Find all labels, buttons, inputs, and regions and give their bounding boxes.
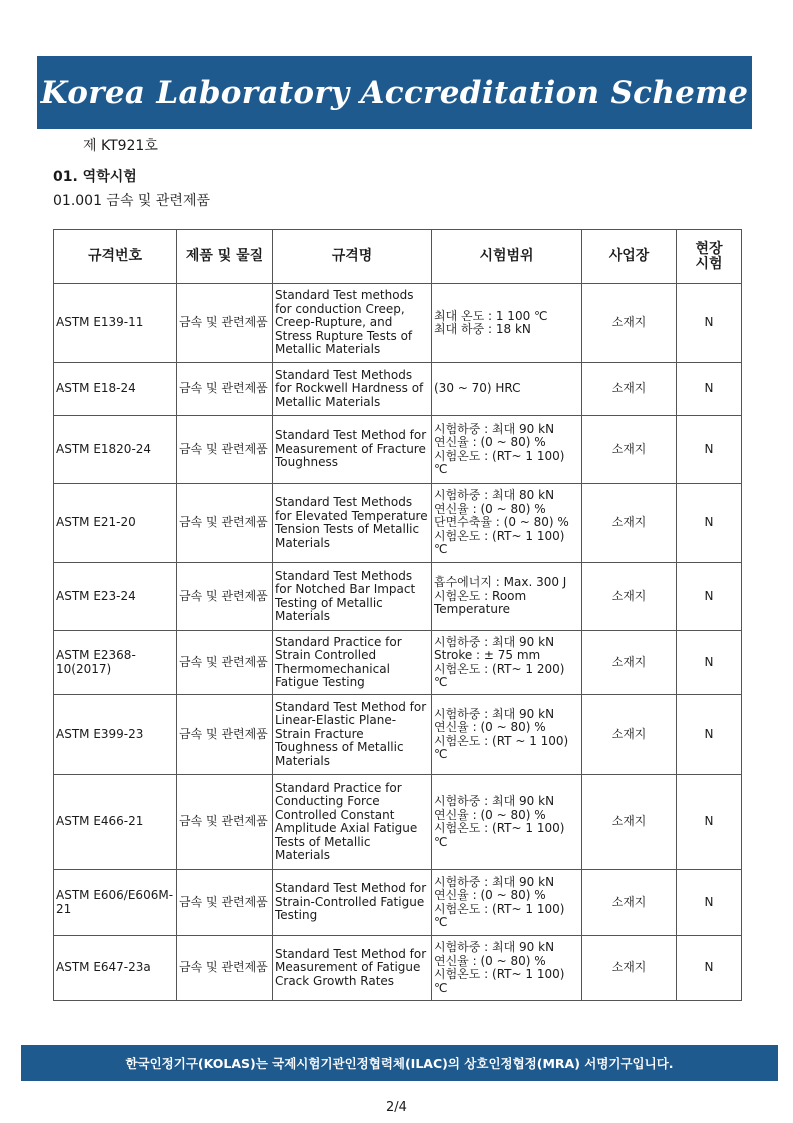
cell-product: [177, 563, 273, 631]
cell-product: [177, 416, 273, 484]
cell-standard-name-text: Standard Test Methods for Elevated Temperature Tension Tests of Metallic Materials: [275, 495, 428, 550]
cell-standard-name-text: Standard Test Methods for Rockwell Hardness of Metallic Materials: [275, 367, 424, 409]
footer-banner: [21, 1045, 778, 1081]
banner-title: Korea Laboratory Accreditation Scheme: [40, 74, 749, 111]
cell-standard-name-text: Standard Test Methods for Notched Bar Impact Testing of Metallic Materials: [275, 568, 416, 623]
cell-standard-no-text: ASTM E606/E606M-21: [56, 888, 174, 916]
cell-product-text: 금속 및 관련제품: [179, 588, 268, 603]
cell-standard-name: [273, 695, 432, 775]
cell-standard-no: [54, 695, 177, 775]
cell-standard-no: [54, 870, 177, 936]
cell-site-text: 소재지: [611, 814, 647, 829]
table-row: [54, 870, 742, 936]
accreditation-table: [53, 229, 742, 1001]
column-header-test-range: 시험범위: [432, 230, 582, 284]
cell-product: [177, 870, 273, 936]
cell-test-range: [432, 284, 582, 363]
cell-site: [582, 363, 677, 416]
cell-product-text: 금속 및 관련제품: [179, 726, 268, 741]
cell-field-test-text: N: [704, 894, 714, 909]
column-header-standard-no: 규격번호: [54, 230, 177, 284]
mra-statement: 한국인정기구(KOLAS)는 국제시험기관인정협력체(ILAC)의 상호인정협정(MRA) 서명기구입니다.: [125, 1056, 674, 1071]
cell-field-test-text: N: [704, 381, 714, 396]
certificate-number: 제 KT921호: [83, 138, 158, 154]
cell-test-range: [432, 631, 582, 695]
cell-standard-no-text: ASTM E21-20: [56, 515, 136, 530]
cell-product: [177, 284, 273, 363]
cell-test-range: [432, 416, 582, 484]
cell-field-test-text: N: [704, 515, 714, 530]
cell-product-text: 금속 및 관련제품: [179, 654, 268, 669]
table-row: [54, 936, 742, 1001]
cell-standard-name-text: Standard Test methods for conduction Creep, Creep-Rupture, and Stress Rupture Tests of Metallic Materials: [275, 288, 414, 357]
table-header-row: [54, 230, 742, 284]
page-number: 2/4: [386, 1100, 407, 1115]
cell-product: [177, 631, 273, 695]
cell-product-text: 금속 및 관련제품: [179, 515, 268, 530]
cell-site: [582, 695, 677, 775]
cell-test-range-text: 시험하중 : 최대 90 kN 연신율 : (0 ~ 80) % 시험온도 : (RT~ 1 100) ℃: [434, 794, 565, 849]
cell-site: [582, 870, 677, 936]
cell-site-text: 소재지: [611, 588, 647, 603]
table-row: [54, 416, 742, 484]
cell-standard-no: [54, 284, 177, 363]
cell-product-text: 금속 및 관련제품: [179, 315, 268, 330]
cell-standard-no-text: ASTM E647-23a: [56, 960, 151, 975]
cell-standard-no: [54, 775, 177, 870]
cell-site: [582, 775, 677, 870]
cell-product-text: 금속 및 관련제품: [179, 441, 268, 456]
cell-test-range-text: 시험하중 : 최대 90 kN 연신율 : (0 ~ 80) % 시험온도 : (RT~ 1 100) ℃: [434, 421, 565, 476]
cell-standard-name: [273, 870, 432, 936]
cell-standard-no-text: ASTM E2368-10(2017): [56, 648, 136, 676]
column-header-site: 사업장: [582, 230, 677, 284]
cell-standard-no-text: ASTM E18-24: [56, 381, 136, 396]
table-row: [54, 695, 742, 775]
cell-field-test-text: N: [704, 588, 714, 603]
cell-field-test: [677, 775, 742, 870]
column-header-field-test: 현장 시험: [677, 230, 742, 284]
cell-site: [582, 416, 677, 484]
cell-standard-name-text: Standard Practice for Conducting Force Controlled Constant Amplitude Axial Fatigue Tests of Metallic Materials: [275, 780, 418, 862]
cell-standard-no: [54, 416, 177, 484]
cell-standard-no-text: ASTM E139-11: [56, 315, 144, 330]
cell-product: [177, 363, 273, 416]
cell-product-text: 금속 및 관련제품: [179, 960, 268, 975]
cell-field-test: [677, 284, 742, 363]
cell-field-test: [677, 563, 742, 631]
cell-product-text: 금속 및 관련제품: [179, 894, 268, 909]
cell-product: [177, 775, 273, 870]
cell-standard-no: [54, 631, 177, 695]
cell-field-test: [677, 484, 742, 563]
cell-standard-no-text: ASTM E399-23: [56, 726, 144, 741]
table-row: [54, 284, 742, 363]
table-row: [54, 775, 742, 870]
cell-field-test-text: N: [704, 315, 714, 330]
table-row: [54, 563, 742, 631]
cell-site: [582, 484, 677, 563]
cell-test-range-text: 시험하중 : 최대 80 kN 연신율 : (0 ~ 80) % 단면수축율 : (0 ~ 80) % 시험온도 : (RT~ 1 100) ℃: [434, 488, 569, 557]
cell-field-test: [677, 936, 742, 1001]
cell-standard-name-text: Standard Test Method for Strain-Controlled Fatigue Testing: [275, 881, 427, 923]
cell-site-text: 소재지: [611, 315, 647, 330]
cell-site: [582, 936, 677, 1001]
cell-site-text: 소재지: [611, 515, 647, 530]
cell-site-text: 소재지: [611, 654, 647, 669]
cell-standard-name: [273, 775, 432, 870]
table-row: [54, 631, 742, 695]
cell-standard-name: [273, 416, 432, 484]
cell-standard-name: [273, 484, 432, 563]
header-banner: [37, 56, 752, 129]
cell-standard-name-text: Standard Practice for Strain Controlled Thermomechanical Fatigue Testing: [275, 634, 402, 689]
cell-site: [582, 631, 677, 695]
cell-test-range: [432, 363, 582, 416]
cell-product-text: 금속 및 관련제품: [179, 381, 268, 396]
cell-test-range: [432, 775, 582, 870]
cell-field-test-text: N: [704, 441, 714, 456]
cell-field-test-text: N: [704, 814, 714, 829]
cell-standard-no: [54, 936, 177, 1001]
cell-field-test: [677, 631, 742, 695]
cell-product: [177, 484, 273, 563]
column-header-product: 제품 및 물질: [177, 230, 273, 284]
cell-product: [177, 936, 273, 1001]
cell-test-range: [432, 484, 582, 563]
cell-field-test-text: N: [704, 654, 714, 669]
subsection-title: 01.001 금속 및 관련제품: [53, 193, 211, 209]
cell-standard-no-text: ASTM E466-21: [56, 814, 144, 829]
cell-standard-name-text: Standard Test Method for Linear-Elastic Plane-Strain Fracture Toughness of Metallic Materials: [275, 699, 427, 768]
cell-site-text: 소재지: [611, 960, 647, 975]
cell-standard-name: [273, 563, 432, 631]
cell-field-test: [677, 363, 742, 416]
cell-standard-no-text: ASTM E1820-24: [56, 441, 152, 456]
cell-field-test: [677, 695, 742, 775]
cell-standard-name: [273, 284, 432, 363]
cell-site-text: 소재지: [611, 894, 647, 909]
cell-standard-name-text: Standard Test Method for Measurement of Fracture Toughness: [275, 428, 427, 470]
cell-standard-name: [273, 936, 432, 1001]
cell-site-text: 소재지: [611, 441, 647, 456]
cell-standard-name: [273, 631, 432, 695]
cell-standard-no: [54, 563, 177, 631]
column-header-standard-name: 규격명: [273, 230, 432, 284]
cell-site-text: 소재지: [611, 726, 647, 741]
cell-standard-no: [54, 484, 177, 563]
cell-field-test-text: N: [704, 726, 714, 741]
cell-test-range-text: 시험하중 : 최대 90 kN 연신율 : (0 ~ 80) % 시험온도 : (RT~ 1 100) ℃: [434, 874, 565, 929]
cell-field-test: [677, 870, 742, 936]
cell-standard-no-text: ASTM E23-24: [56, 588, 136, 603]
cell-test-range-text: 흡수에너지 : Max. 300 J 시험온도 : Room Temperature: [434, 575, 567, 617]
cell-test-range: [432, 695, 582, 775]
table-body: [54, 284, 742, 1001]
cell-test-range-text: 시험하중 : 최대 90 kN 연신율 : (0 ~ 80) % 시험온도 : (RT ~ 1 100) ℃: [434, 706, 569, 761]
cell-standard-no: [54, 363, 177, 416]
cell-test-range: [432, 563, 582, 631]
cell-site: [582, 284, 677, 363]
cell-test-range-text: 최대 온도 : 1 100 ℃ 최대 하중 : 18 kN: [434, 308, 548, 336]
cell-test-range-text: 시험하중 : 최대 90 kN 연신율 : (0 ~ 80) % 시험온도 : (RT~ 1 100) ℃: [434, 940, 565, 995]
table-row: [54, 484, 742, 563]
table-row: [54, 363, 742, 416]
cell-site: [582, 563, 677, 631]
cell-test-range: [432, 936, 582, 1001]
cell-standard-name-text: Standard Test Method for Measurement of Fatigue Crack Growth Rates: [275, 946, 427, 988]
cell-test-range-text: 시험하중 : 최대 90 kN Stroke : ± 75 mm 시험온도 : (RT~ 1 200) ℃: [434, 634, 565, 689]
cell-product-text: 금속 및 관련제품: [179, 814, 268, 829]
cell-standard-name: [273, 363, 432, 416]
cell-field-test-text: N: [704, 960, 714, 975]
section-title: 01. 역학시험: [53, 169, 137, 185]
cell-test-range: [432, 870, 582, 936]
cell-site-text: 소재지: [611, 381, 647, 396]
cell-product: [177, 695, 273, 775]
cell-test-range-text: (30 ~ 70) HRC: [434, 381, 521, 396]
cell-field-test: [677, 416, 742, 484]
